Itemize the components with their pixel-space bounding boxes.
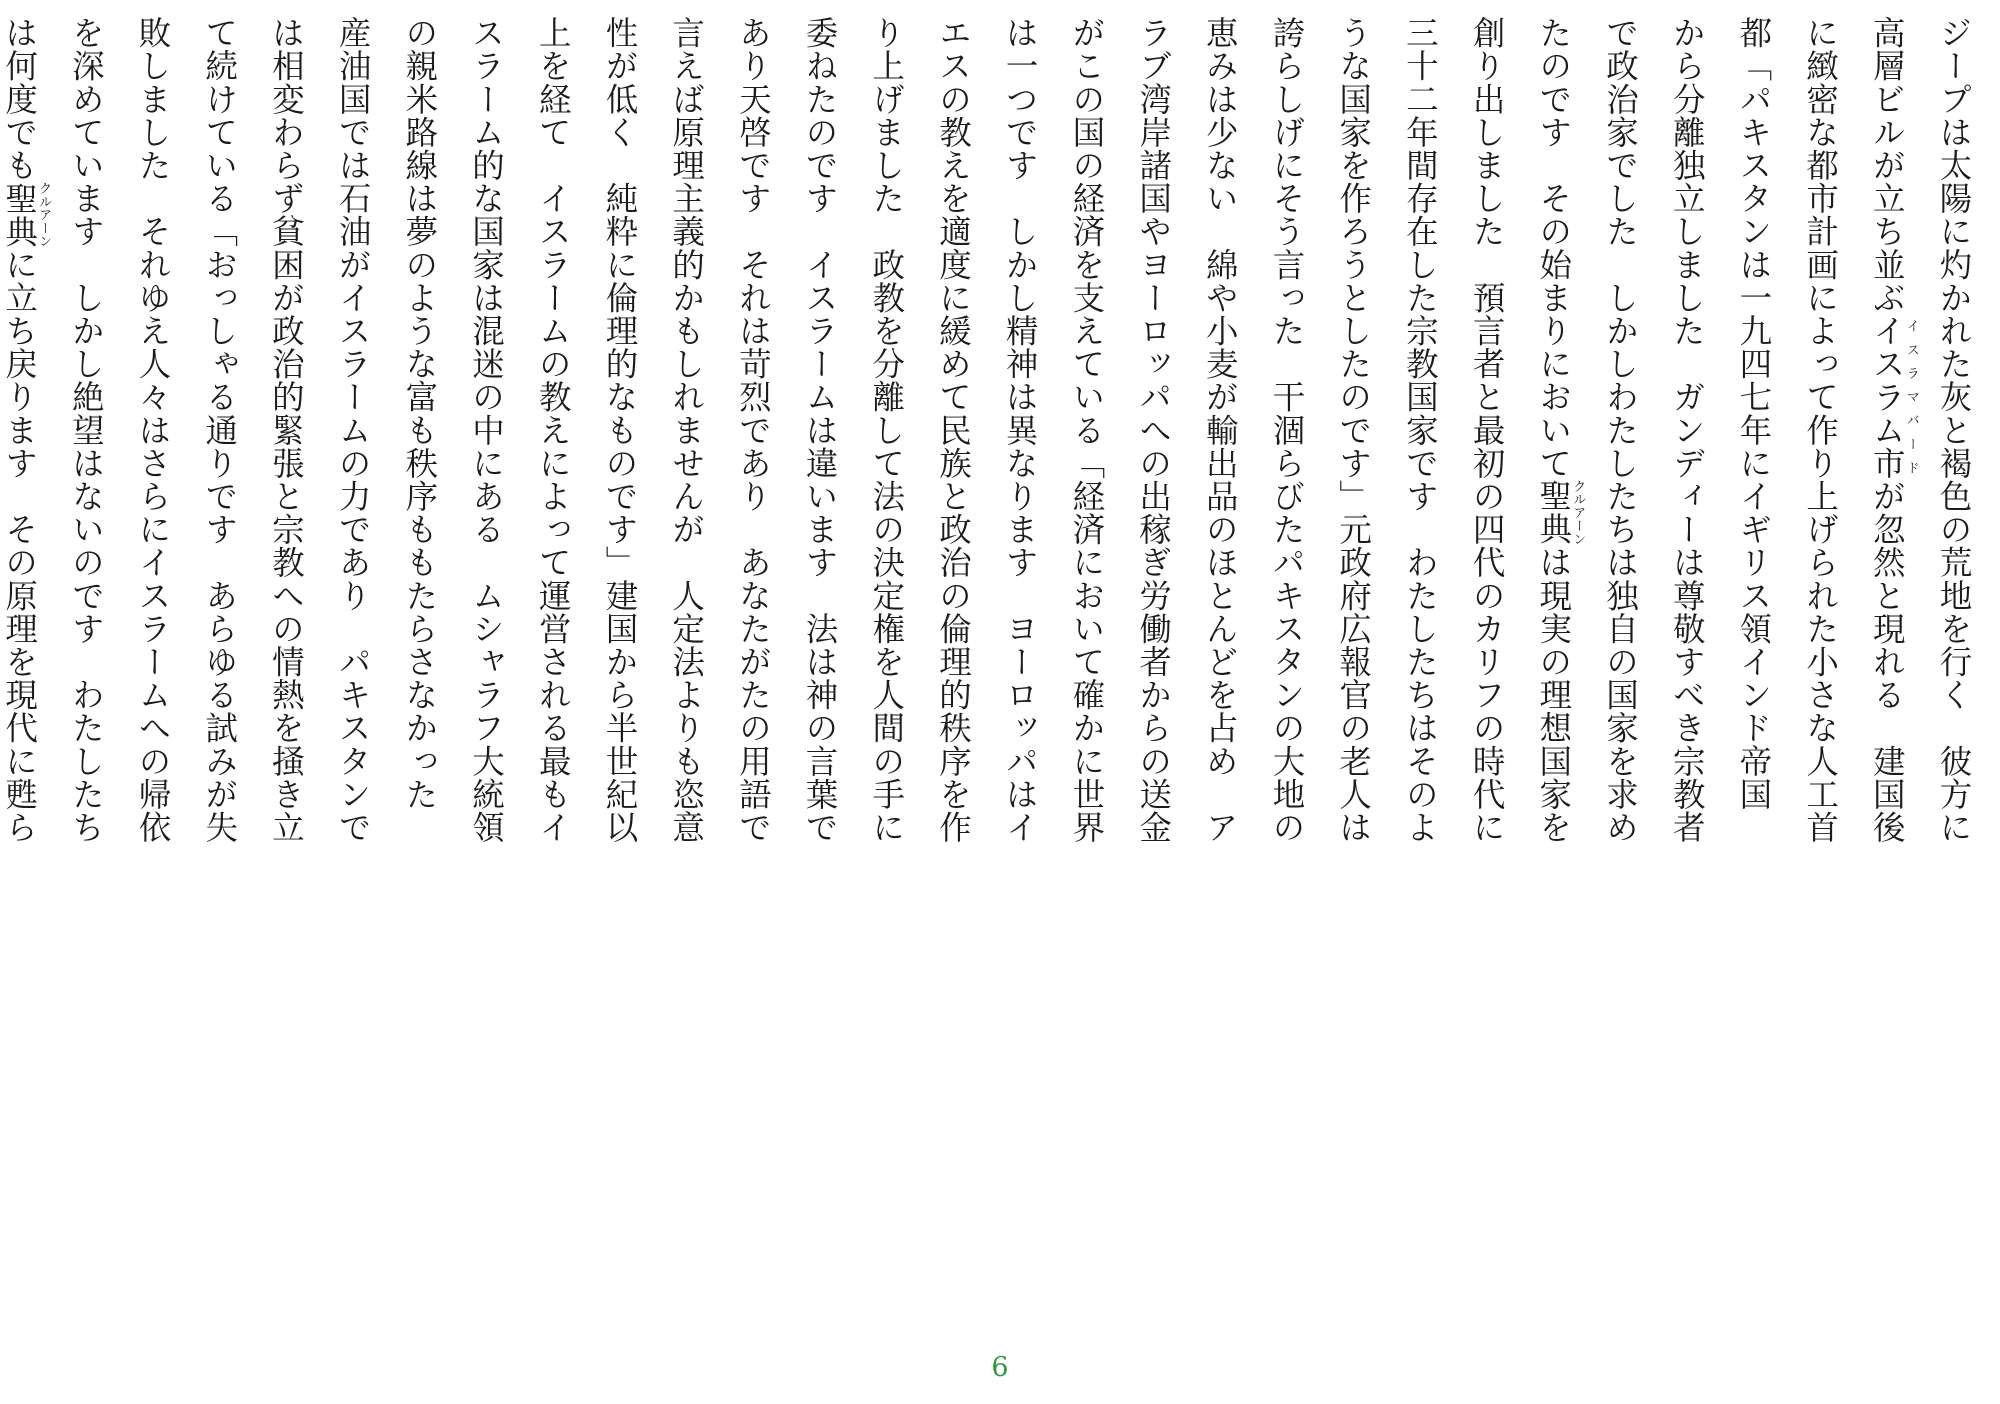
text-line (1253, 16, 1320, 896)
text-line (986, 16, 1053, 896)
ruby-reading: クルアーン (36, 181, 52, 248)
text-line (1587, 16, 1654, 896)
text-segment: 三十二年間存在した宗教国家です わたしたちはそのよ (1401, 16, 1440, 844)
text-line (53, 16, 120, 896)
ruby-base: 聖典 (1534, 479, 1573, 546)
page-number: 6 (991, 1352, 1009, 1383)
text-line (1720, 16, 1787, 896)
text-segment: たのです その始まりにおいて (1534, 16, 1573, 480)
text-segment: を深めています しかし絶望はないのです わたしたち (67, 16, 106, 844)
text-line (386, 16, 453, 896)
text-segment: 高層ビルが立ち並ぶ (1868, 16, 1907, 314)
ruby-reading: クルアーン (1570, 479, 1586, 546)
text-segment: の親米路線は夢のような富も秩序ももたらさなかった (400, 16, 439, 811)
text-line (1120, 16, 1187, 896)
text-line (1187, 16, 1254, 896)
text-segment: り上げました 政教を分離して法の決定権を人間の手に (867, 16, 906, 844)
text-segment: は相変わらず貧困が政治的緊張と宗教への情熱を掻き立 (267, 16, 306, 844)
text-segment: て続けている「おっしゃる通りです あらゆる試みが失 (200, 16, 239, 844)
text-line (119, 16, 186, 896)
text-segment: 恵みは少ない 綿や小麦が輸出品のほとんどを占め ア (1201, 16, 1240, 844)
text-line (1787, 16, 1854, 896)
text-segment: うな国家を作ろうとしたのです」元政府広報官の老人は (1334, 16, 1373, 844)
text-segment: 上を経て イスラームの教えによって運営される最もイ (534, 16, 573, 844)
ruby-reading: イスラマバード (1903, 313, 1919, 480)
text-line (520, 16, 587, 896)
text-segment: 委ねたのです イスラームは違います 法は神の言葉で (801, 16, 840, 844)
text-segment: 産油国では石油がイスラームの力であり パキスタンで (334, 16, 373, 844)
text-segment: 誇らしげにそう言った 干涸らびたパキスタンの大地の (1267, 16, 1306, 844)
text-line (1653, 16, 1720, 896)
text-segment: ジープは太陽に灼かれた灰と褐色の荒地を行く 彼方に (1935, 16, 1973, 844)
text-line (853, 16, 920, 896)
text-line (253, 16, 320, 896)
text-line (453, 16, 520, 896)
text-line (1053, 16, 1120, 896)
text-line (720, 16, 787, 896)
text-line (653, 16, 720, 896)
text-segment: 言えば原理主義的かもしれませんが 人定法よりも恣意 (667, 16, 706, 844)
text-segment: に立ち戻ります その原理を現代に甦ら (0, 247, 39, 844)
text-line (1387, 16, 1454, 896)
text-line (1854, 16, 1921, 896)
text-line (186, 16, 253, 896)
text-line (319, 16, 386, 896)
text-segment: スラーム的な国家は混迷の中にある ムシャラフ大統領 (467, 16, 506, 844)
text-segment: は何度でも (0, 16, 39, 182)
text-segment: あり天啓です それは苛烈であり あなたがたの用語で (734, 16, 773, 844)
text-line (1920, 16, 1987, 896)
text-segment: ラブ湾岸諸国やヨーロッパへの出稼ぎ労働者からの送金 (1134, 16, 1173, 844)
text-segment: 創り出しました 預言者と最初の四代のカリフの時代に (1468, 16, 1507, 844)
text-line (786, 16, 853, 896)
ruby-base: イスラム市 (1868, 313, 1907, 480)
ruby-annotation (1534, 479, 1586, 546)
text-segment: 都「パキスタンは一九四七年にイギリス領インド帝国 (1734, 16, 1773, 811)
text-segment: は現実の理想国家を (1534, 545, 1573, 844)
ruby-annotation (1868, 313, 1919, 480)
text-segment: 敗しました それゆえ人々はさらにイスラームへの帰依 (134, 16, 173, 844)
ruby-annotation (0, 181, 52, 248)
text-line (920, 16, 987, 896)
text-segment: エスの教えを適度に緩めて民族と政治の倫理的秩序を作 (934, 16, 973, 844)
text-line (1320, 16, 1387, 896)
text-segment: が忽然と現れる 建国後 (1868, 479, 1907, 844)
text-segment: から分離独立しました ガンディーは尊敬すべき宗教者 (1668, 16, 1707, 844)
text-line (1520, 16, 1587, 896)
text-line (1453, 16, 1520, 896)
text-segment: で政治家でした しかしわたしたちは独自の国家を求め (1601, 16, 1640, 844)
text-line (586, 16, 653, 896)
text-segment: 性が低く 純粋に倫理的なものです」建国から半世紀以 (600, 16, 639, 844)
ruby-base: 聖典 (0, 181, 39, 248)
text-segment: は一つです しかし精神は異なります ヨーロッパはイ (1001, 16, 1040, 844)
text-line (0, 16, 53, 896)
vertical-text-body (0, 16, 1987, 896)
text-segment: がこの国の経済を支えている「経済において確かに世界 (1067, 16, 1106, 844)
text-segment: に緻密な都市計画によって作り上げられた小さな人工首 (1801, 16, 1840, 844)
